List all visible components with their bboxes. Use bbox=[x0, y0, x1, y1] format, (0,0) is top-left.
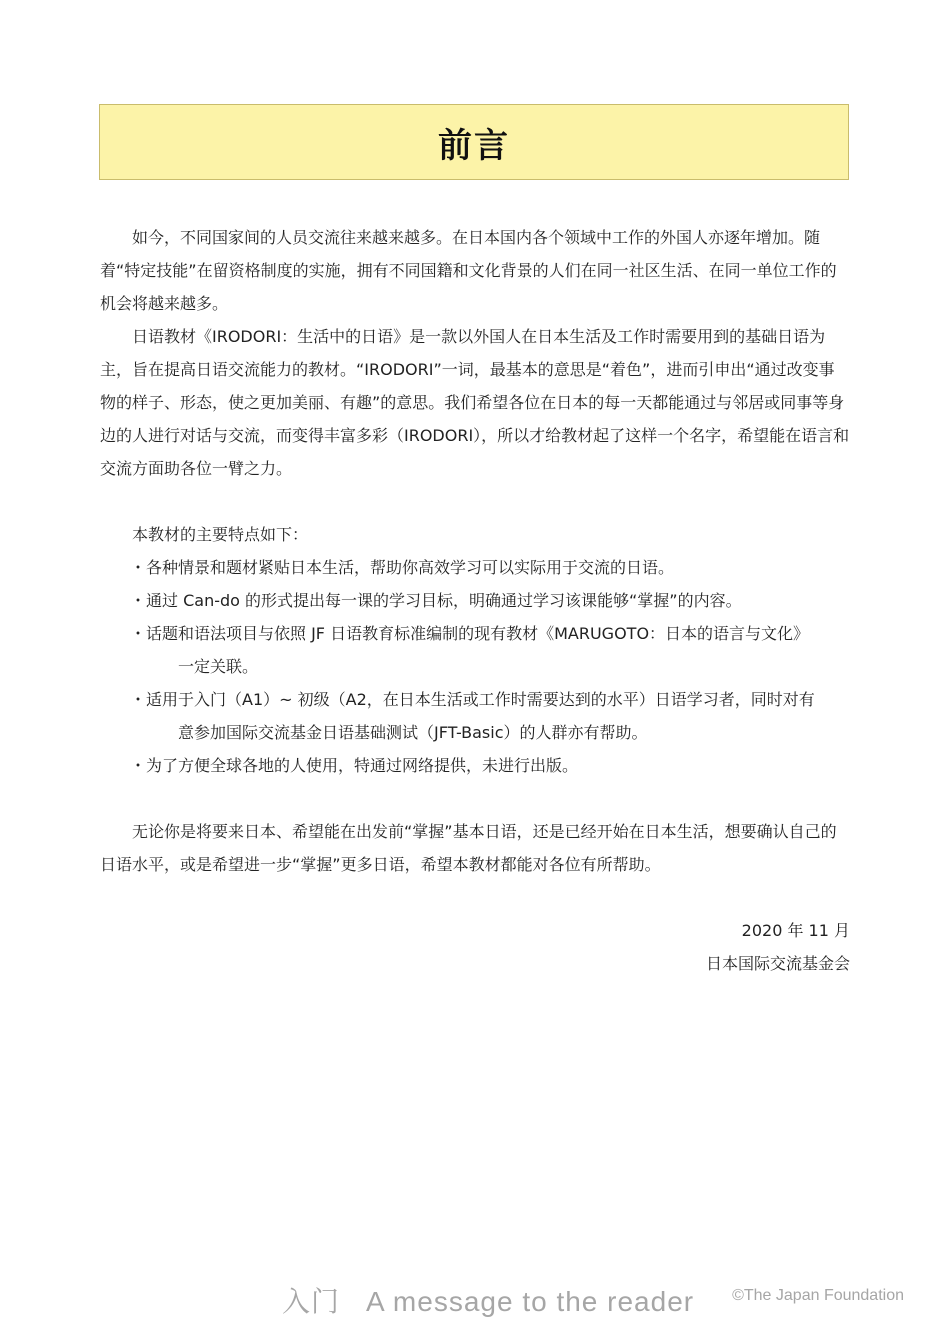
signature-organization: 日本国际交流基金会 bbox=[705, 954, 850, 973]
signature-date: 2020 年 11 月 bbox=[741, 921, 850, 940]
footer-message: A message to the reader bbox=[366, 1286, 695, 1317]
feature-item: ・适用于入门（A1）~ 初级（A2，在日本生活或工作时需要达到的水平）日语学习者，同时对有 意参加国际交流基金日语基础测试（JFT-Basic）的人群亦有帮助。 bbox=[100, 683, 850, 749]
footer-copyright: ©The Japan Foundation bbox=[732, 1287, 904, 1304]
features-list bbox=[100, 551, 850, 782]
feature-item: ・话题和语法项目与依照 JF 日语教育标准编制的现有教材《MARUGOTO：日本的语言与文化》 一定关联。 bbox=[100, 617, 850, 683]
feature-item: ・通过 Can-do 的形式提出每一课的学习目标，明确通过学习该课能够“掌握”的内容。 bbox=[130, 591, 742, 610]
body-content bbox=[100, 221, 850, 980]
title-banner bbox=[99, 104, 849, 180]
closing-paragraph: 无论你是将要来日本、希望能在出发前“掌握”基本日语，还是已经开始在日本生活，想要确认自己的日语水平，或是希望进一步“掌握”更多日语，希望本教材都能对各位有所帮助。 bbox=[100, 822, 837, 874]
page-title: 前言 bbox=[438, 125, 510, 166]
footer-section-label bbox=[282, 1280, 694, 1320]
spacer bbox=[100, 782, 850, 815]
spacer bbox=[100, 881, 850, 914]
feature-item-continuation: 意参加国际交流基金日语基础测试（JFT-Basic）的人群亦有帮助。 bbox=[178, 723, 648, 742]
intro-paragraph: 如今，不同国家间的人员交流往来越来越多。在日本国内各个领域中工作的外国人亦逐年增加。随着“特定技能”在留资格制度的实施，拥有不同国籍和文化背景的人们在同一社区生活、在同一单位工作的机会将越来越多。 bbox=[100, 228, 837, 313]
feature-item-continuation: 一定关联。 bbox=[178, 657, 259, 676]
spacer bbox=[100, 485, 850, 518]
feature-item: ・为了方便全球各地的人使用，特通过网络提供，未进行出版。 bbox=[130, 756, 579, 775]
textbook-paragraph: 日语教材《IRODORI：生活中的日语》是一款以外国人在日本生活及工作时需要用到的基础日语为主，旨在提高日语交流能力的教材。“IRODORI”一词，最基本的意思是“着色”，进而引申出“通过改变事物的样子、形态，使之更加美丽、有趣”的意思。我们希望各位在日本的每一天都能通过与邻居或同事等身边的人进行对话与交流，而变得丰富多彩（IRODORI），所以才给教材起了这样一个名字，希望能在语言和交流方面助各位一臂之力。 bbox=[100, 327, 850, 478]
page-footer bbox=[0, 1280, 950, 1320]
features-intro: 本教材的主要特点如下： bbox=[132, 525, 309, 544]
feature-item: ・各种情景和题材紧贴日本生活，帮助你高效学习可以实际用于交流的日语。 bbox=[130, 558, 675, 577]
footer-section-name: 入门 bbox=[282, 1286, 341, 1317]
